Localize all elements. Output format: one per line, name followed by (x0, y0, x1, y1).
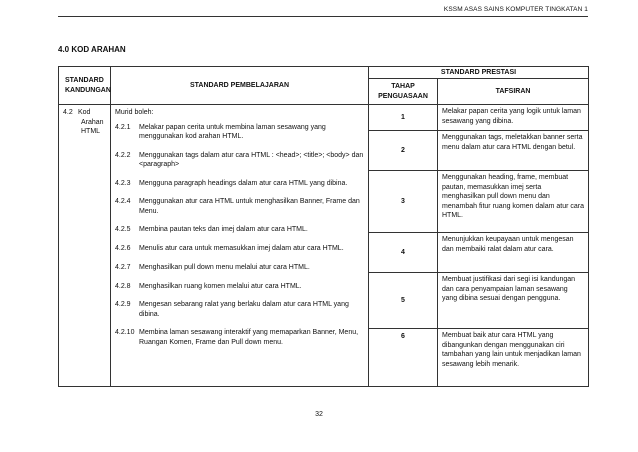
pembelajaran-item: 4.2.4 Menggunakan atur cara HTML untuk menghasilkan Banner, Frame dan Menu. (115, 198, 360, 215)
standards-table (58, 66, 589, 387)
standard-kandungan-cell: 4.2 Kod Arahan HTML (59, 105, 111, 387)
header-tafsiran: TAFSIRAN (438, 79, 589, 105)
tafsiran-level-2: Menggunakan tags, meletakkan banner serta menu dalam atur cara HTML dengan betul. (438, 131, 589, 171)
tafsiran-level-6: Membuat baik atur cara HTML yang dibangunkan dengan menggunakan ciri tambahan yang lain untuk menjadikan laman sesawang lebih menarik. (438, 329, 589, 387)
pembelajaran-intro: Murid boleh: (115, 109, 154, 116)
tafsiran-level-5: Membuat justifikasi dari segi isi kandungan dan cara penyampaian laman sesawang yang dibina sesuai dengan pengguna. (438, 273, 589, 329)
tafsiran-level-1: Melakar papan cerita yang logik untuk laman sesawang yang dibina. (438, 105, 589, 131)
page-number: 32 (315, 411, 323, 418)
tahap-level-6: 6 (369, 329, 438, 387)
header-standard-pembelajaran: STANDARD PEMBELAJARAN (111, 67, 369, 105)
standard-pembelajaran-cell (111, 105, 369, 387)
tahap-level-3: 3 (369, 171, 438, 233)
pembelajaran-item: 4.2.3 Mengguna paragraph headings dalam atur cara HTML yang dibina. (115, 179, 348, 187)
pembelajaran-item: 4.2.5 Membina pautan teks dan imej dalam atur cara HTML. (115, 226, 308, 233)
header-tahap-penguasaan: TAHAP PENGUASAAN (369, 79, 438, 105)
pembelajaran-item: 4.2.1 Melakar papan cerita untuk membina laman sesawang yang menggunakan kod arahan HTML. (115, 123, 326, 140)
pembelajaran-item: 4.2.8 Menghasilkan ruang komen melalui atur cara HTML. (115, 282, 302, 290)
pembelajaran-item: 4.2.2 Menggunakan tags dalam atur cara HTML : <head>; <title>; <body> dan <paragraph> (115, 151, 364, 168)
pembelajaran-item: 4.2.9 Mengesan sebarang ralat yang berlaku dalam atur cara HTML yang dibina. (115, 301, 349, 318)
tahap-level-2: 2 (369, 131, 438, 171)
tahap-level-4: 4 (369, 233, 438, 273)
pembelajaran-item: 4.2.7 Menghasilkan pull down menu melalui atur cara HTML. (115, 264, 310, 271)
section-title: 4.0 KOD ARAHAN (58, 45, 126, 54)
pembelajaran-item: 4.2.6 Menulis atur cara untuk memasukkan imej dalam atur cara HTML. (115, 244, 344, 252)
pembelajaran-item: 4.2.10 Membina laman sesawang interaktif yang memaparkan Banner, Menu, Ruangan Komen, Frame dan Pull down menu. (115, 329, 359, 346)
running-header: KSSM ASAS SAINS KOMPUTER TINGKATAN 1 (443, 6, 588, 13)
header-divider (58, 16, 588, 17)
header-standard-prestasi: STANDARD PRESTASI (369, 67, 589, 79)
header-standard-kandungan: STANDARD KANDUNGAN (59, 67, 111, 105)
tafsiran-level-4: Menunjukkan keupayaan untuk mengesan dan membaiki ralat dalam atur cara. (438, 233, 589, 273)
tafsiran-level-3: Menggunakan heading, frame, membuat pautan, memasukkan imej serta menghasilkan pull down menu dan menambah fitur ruang komen dalam atur cara HTML. (438, 171, 589, 233)
tahap-level-1: 1 (369, 105, 438, 131)
tahap-level-5: 5 (369, 273, 438, 329)
